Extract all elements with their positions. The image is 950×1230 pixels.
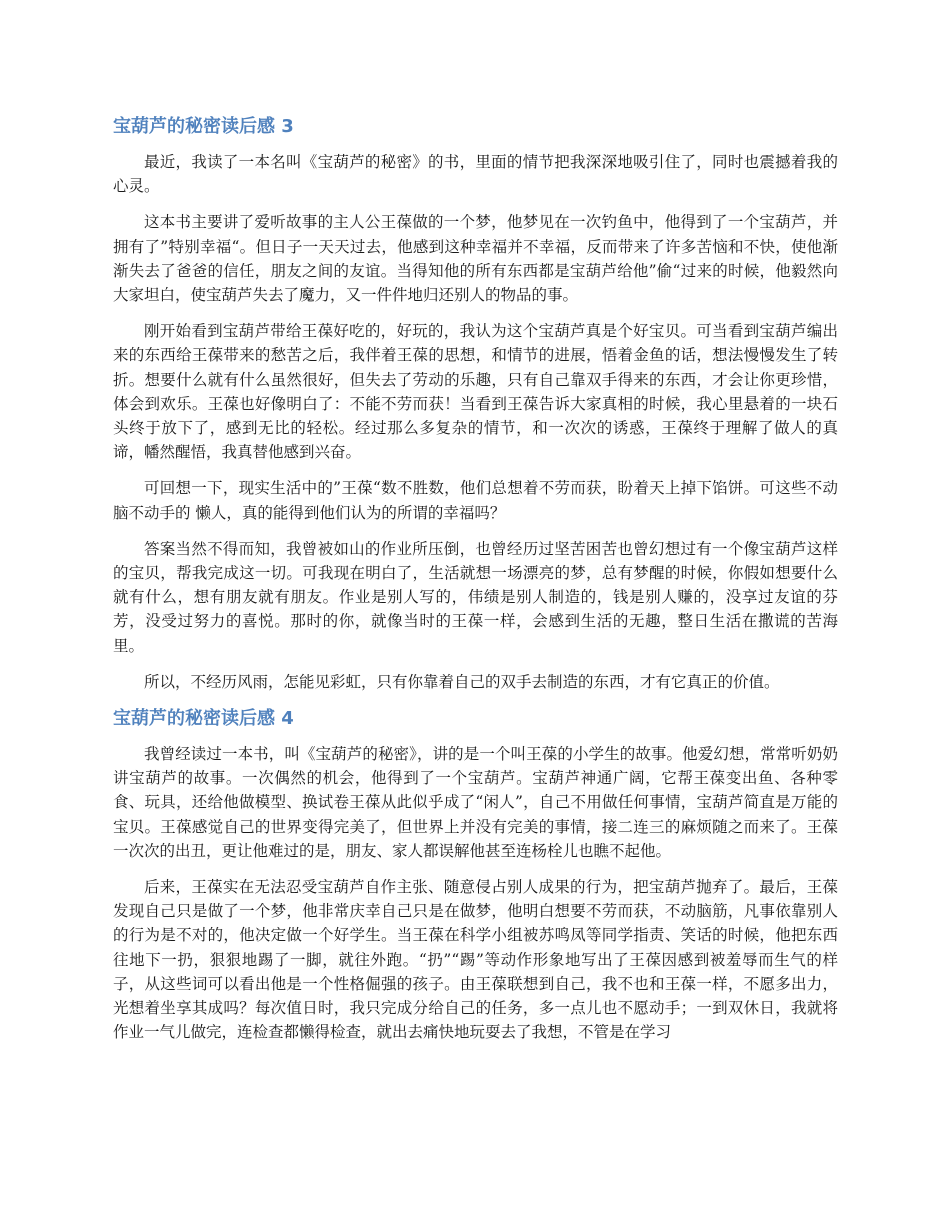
section-heading: 宝葫芦的秘密读后感 3 xyxy=(113,116,294,137)
paragraph: 所以，不经历风雨，怎能见彩虹，只有你靠着自己的双手去制造的东西，才有它真正的价值。 xyxy=(144,672,780,691)
section-heading: 宝葫芦的秘密读后感 4 xyxy=(113,708,294,730)
paragraph: 这本书主要讲了爱听故事的主人公王葆做的一个梦，他梦见在一次钓鱼中，他得到了一个宝葫芦，并拥有了”特别幸福“。但日子一天天过去，他感到这种幸福并不幸福，反而带来了许多苦恼和不快，使他渐渐失去了爸爸的信任，朋友之间的友谊。当得知他的所有东西都是宝葫芦给他”偷“过来的时候，他毅然向大家坦白，使宝葫芦失去了魔力，又一件件地归还别人的物品的事。 xyxy=(113,213,838,305)
essay-section-4 xyxy=(113,706,838,1044)
paragraph: 答案当然不得而知，我曾被如山的作业所压倒，也曾经历过坚苦困苦也曾幻想过有一个像宝葫芦这样的宝贝，帮我完成这一切。可我现在明白了，生活就想一场漂亮的梦，总有梦醒的时候，你假如想要什么就有什么，想有朋友就有朋友。作业是别人写的，伟绩是别人制造的，钱是别人赚的，没享过友谊的芬芳，没受过努力的喜悦。那时的你，就像当时的王葆一样，会感到生活的无趣，整日生活在撒谎的苦海里。 xyxy=(113,539,838,655)
essay-section-3 xyxy=(113,114,838,694)
document-page xyxy=(113,108,838,1057)
paragraph: 我曾经读过一本书，叫《宝葫芦的秘密》，讲的是一个叫王葆的小学生的故事。他爱幻想，常常听奶奶讲宝葫芦的故事。一次偶然的机会，他得到了一个宝葫芦。宝葫芦神通广阔，它帮王葆变出鱼、各种零食、玩具，还给他做模型、换试卷王葆从此似乎成了“闲人”，自己不用做任何事情，宝葫芦简直是万能的宝贝。王葆感觉自己的世界变得完美了，但世界上并没有完美的事情，接二连三的麻烦随之而来了。王葆一次次的出丑，更让他难过的是，朋友、家人都误解他甚至连杨栓儿也瞧不起他。 xyxy=(113,745,838,860)
paragraph: 可回想一下，现实生活中的”王葆“数不胜数，他们总想着不劳而获，盼着天上掉下馅饼。可这些不动脑不动手的 懒人，真的能得到他们认为的所谓的幸福吗？ xyxy=(113,479,838,522)
paragraph: 最近，我读了一本名叫《宝葫芦的秘密》的书，里面的情节把我深深地吸引住了，同时也震撼着我的心灵。 xyxy=(113,153,838,196)
paragraph: 后来，王葆实在无法忍受宝葫芦自作主张、随意侵占别人成果的行为，把宝葫芦抛弃了。最后，王葆发现自己只是做了一个梦，他非常庆幸自己只是在做梦，他明白想要不劳而获，不动脑筋，凡事依靠别人的行为是不对的，他决定做一个好学生。当王葆在科学小组被苏鸣凤等同学指责、笑话的时候，他把东西往地下一扔，狠狠地踢了一脚，就往外跑。“扔”“踢”等动作形象地写出了王葆因感到被羞辱而生气的样子，从这些词可以看出他是一个性格倔强的孩子。由王葆联想到自己，我不也和王葆一样，不愿多出力，光想着坐享其成吗？每次值日时，我只完成分给自己的任务，多一点儿也不愿动手；一到双休日，我就将作业一气儿做完，连检查都懒得检查，就出去痛快地玩耍去了我想，不管是在学习 xyxy=(113,878,838,1042)
paragraph: 刚开始看到宝葫芦带给王葆好吃的，好玩的，我认为这个宝葫芦真是个好宝贝。可当看到宝葫芦编出来的东西给王葆带来的愁苦之后，我伴着王葆的思想，和情节的进展，悟着金鱼的话，想法慢慢发生了转折。想要什么就有什么虽然很好，但失去了劳动的乐趣，只有自己靠双手得来的东西，才会让你更珍惜，体会到欢乐。王葆也好像明白了：不能不劳而获！当看到王葆告诉大家真相的时候，我心里悬着的一块石头终于放下了，感到无比的轻松。经过那么多复杂的情节，和一次次的诱惑，王葆终于理解了做人的真谛，幡然醒悟，我真替他感到兴奋。 xyxy=(113,322,838,462)
